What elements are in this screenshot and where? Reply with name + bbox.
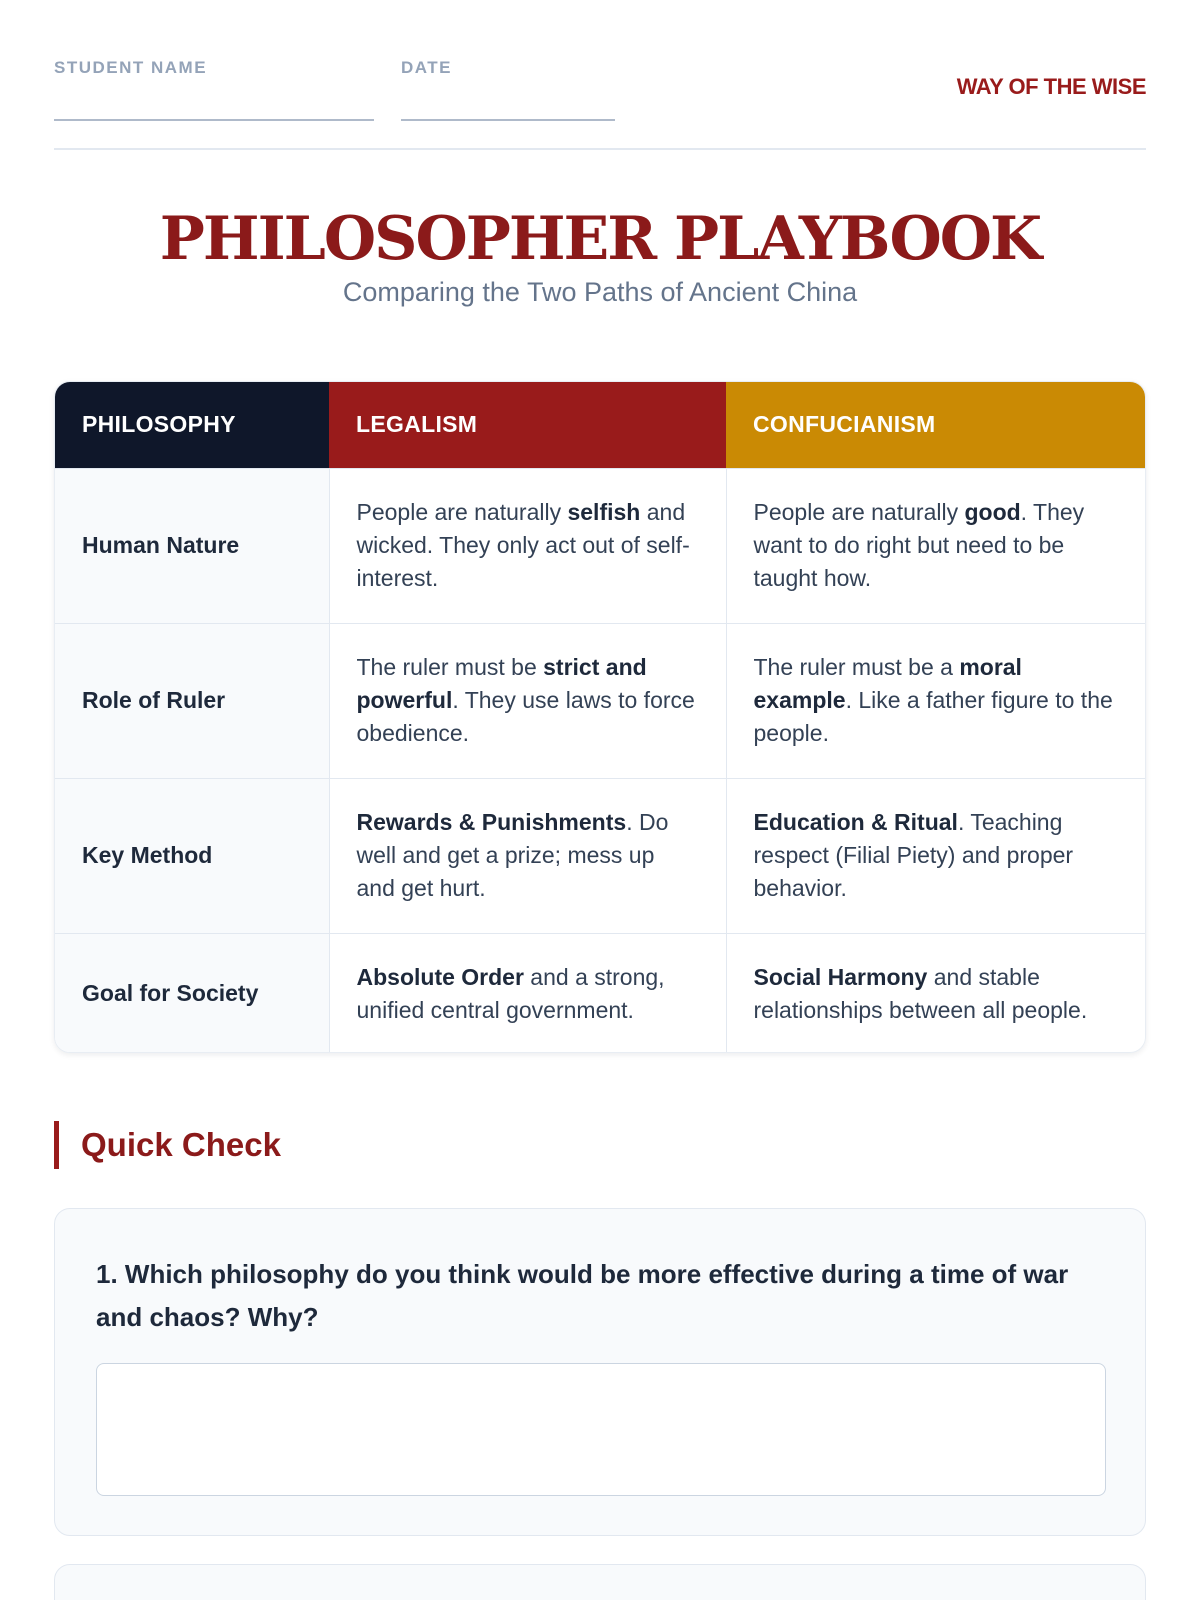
student-name-line[interactable]	[54, 119, 374, 121]
row-label: Role of Ruler	[55, 623, 329, 778]
question-card-next	[54, 1564, 1146, 1600]
question-card	[54, 1208, 1146, 1536]
header-legalism: LEGALISM	[329, 382, 726, 468]
confucianism-cell: Education & Ritual. Teaching respect (Filial Piety) and proper behavior.	[726, 778, 1145, 933]
legalism-cell: Rewards & Punishments. Do well and get a prize; mess up and get hurt.	[329, 778, 726, 933]
legalism-cell: People are naturally selfish and wicked. They only act out of self-interest.	[329, 468, 726, 623]
student-name-label: STUDENT NAME	[54, 58, 208, 77]
confucianism-cell: The ruler must be a moral example. Like a father figure to the people.	[726, 623, 1145, 778]
worksheet-header	[54, 0, 1146, 150]
table-header-row	[55, 382, 1145, 468]
question-text: 1. Which philosophy do you think would be more effective during a time of war and chaos? Why?	[96, 1259, 1069, 1332]
confucianism-cell: Social Harmony and stable relationships between all people.	[726, 933, 1145, 1053]
row-label: Human Nature	[55, 468, 329, 623]
table-row	[55, 933, 1145, 1053]
table-row	[55, 468, 1145, 623]
table-row	[55, 623, 1145, 778]
page-subtitle: Comparing the Two Paths of Ancient China	[342, 277, 858, 307]
page-title: PHILOSOPHER PLAYBOOK	[159, 204, 1041, 274]
brand-label: WAY OF THE WISE	[956, 74, 1146, 99]
date-line[interactable]	[401, 119, 615, 121]
header-philosophy: PHILOSOPHY	[55, 382, 329, 468]
date-field[interactable]	[401, 58, 615, 78]
legalism-cell: The ruler must be strict and powerful. They use laws to force obedience.	[329, 623, 726, 778]
legalism-cell: Absolute Order and a strong, unified central government.	[329, 933, 726, 1053]
header-confucianism: CONFUCIANISM	[726, 382, 1145, 468]
table-row	[55, 778, 1145, 933]
student-name-field[interactable]	[54, 58, 374, 78]
comparison-table	[54, 381, 1146, 1053]
quick-check-heading: Quick Check	[54, 1121, 281, 1169]
confucianism-cell: People are naturally good. They want to do right but need to be taught how.	[726, 468, 1145, 623]
answer-input[interactable]	[96, 1363, 1106, 1496]
row-label: Key Method	[55, 778, 329, 933]
row-label: Goal for Society	[55, 933, 329, 1053]
date-label: DATE	[401, 58, 453, 77]
